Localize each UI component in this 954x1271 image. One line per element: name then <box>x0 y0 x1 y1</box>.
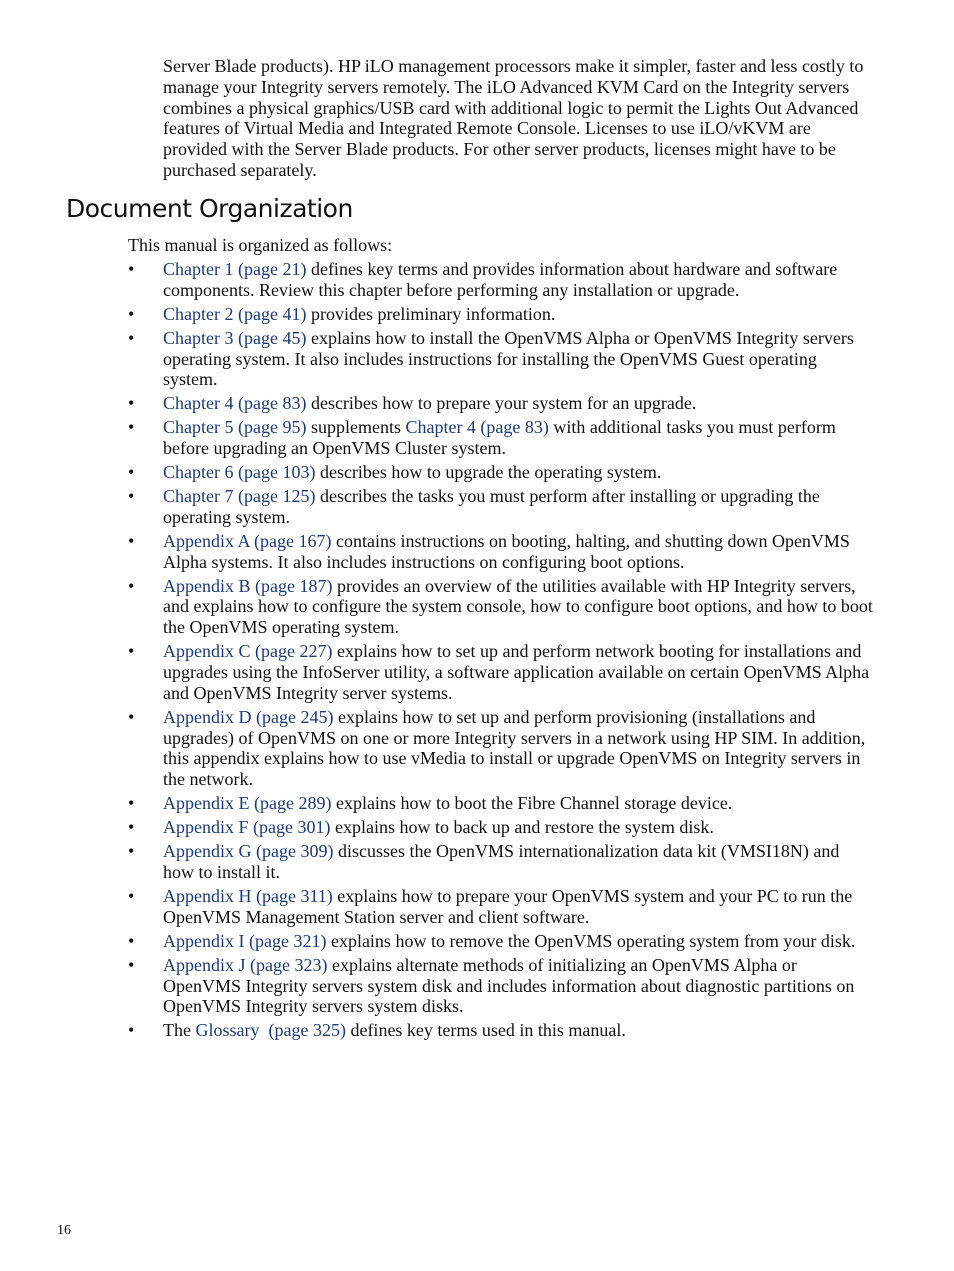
item-text: contains instructions on booting, halting, and shutting down OpenVMS Alpha systems. It also includes instructions on configuring boot options. <box>163 530 850 572</box>
cross-reference-link[interactable]: Chapter 7 (page 125) <box>163 486 316 507</box>
list-item <box>128 1020 873 1041</box>
cross-reference-link[interactable]: Appendix G (page 309) <box>163 841 334 862</box>
item-text: supplements <box>306 417 406 438</box>
cross-reference-link[interactable]: Appendix I (page 321) <box>163 930 327 951</box>
bullet-icon: • <box>128 1020 135 1041</box>
cross-reference-link[interactable]: Chapter 2 (page 41) <box>163 303 307 324</box>
cross-reference-link[interactable]: Glossary <box>195 1020 260 1041</box>
item-text: describes how to upgrade the operating system. <box>315 462 662 483</box>
cross-reference-link[interactable]: Appendix C (page 227) <box>163 641 333 662</box>
list-item <box>128 531 873 573</box>
item-text: explains how to back up and restore the system disk. <box>330 817 714 838</box>
list-item <box>128 259 873 301</box>
cross-reference-link[interactable]: Appendix F (page 301) <box>163 817 331 838</box>
item-text: explains how to remove the OpenVMS operating system from your disk. <box>326 930 856 951</box>
list-item <box>128 641 873 703</box>
list-item <box>128 462 873 483</box>
list-item <box>128 417 873 459</box>
item-text: defines key terms and provides information about hardware and software components. Review this chapter before performing any installation or upgrade. <box>163 259 838 300</box>
cross-reference-link[interactable]: Appendix B (page 187) <box>163 575 333 596</box>
item-text: explains how to boot the Fibre Channel storage device. <box>331 793 733 814</box>
cross-reference-link[interactable]: Chapter 5 (page 95) <box>163 417 307 438</box>
bullet-icon: • <box>128 841 135 862</box>
bullet-icon: • <box>128 793 135 814</box>
item-text: explains how to install the OpenVMS Alpha or OpenVMS Integrity servers operating system. It also includes instructions for installing the OpenVMS Guest operating system. <box>163 327 854 390</box>
cross-reference-link[interactable]: Chapter 4 (page 83) <box>405 417 549 438</box>
item-text: describes the tasks you must perform after installing or upgrading the operating system. <box>163 486 820 527</box>
item-text: provides preliminary information. <box>306 303 556 324</box>
section-heading: Document Organization <box>66 194 353 223</box>
cross-reference-link[interactable]: Appendix J (page 323) <box>163 954 328 975</box>
cross-reference-link[interactable]: Appendix A (page 167) <box>163 530 332 551</box>
item-text: explains how to set up and perform network booting for installations and upgrades using the InfoServer utility, a software application available on certain OpenVMS Alpha and OpenVMS Integrity server systems. <box>163 641 870 703</box>
cross-reference-link[interactable]: Appendix H (page 311) <box>163 885 333 906</box>
bullet-icon: • <box>128 327 135 348</box>
list-item <box>128 576 873 638</box>
bullet-icon: • <box>128 930 135 951</box>
cross-reference-link[interactable]: Chapter 6 (page 103) <box>163 462 316 483</box>
item-text: provides an overview of the utilities available with HP Integrity servers, and explains how to configure the system console, how to configure boot options, and how to boot the OpenVMS operating system. <box>163 575 873 638</box>
list-item <box>128 707 873 790</box>
list-item <box>128 841 873 883</box>
bullet-icon: • <box>128 530 135 551</box>
bullet-icon: • <box>128 641 135 662</box>
list-item <box>128 793 873 814</box>
list-item <box>128 393 873 414</box>
bullet-icon: • <box>128 417 135 438</box>
intro-paragraph: Server Blade products). HP iLO management processors make it simpler, faster and less costly to manage your Integrity servers remotely. The iLO Advanced KVM Card on the Integrity servers combines a physical graphics/USB card with additional logic to permit the Lights Out Advanced features of Virtual Media and Integrated Remote Console. Licenses to use iLO/vKVM are provided with the Server Blade products. For other server products, licenses might have to be purchased separately. <box>163 56 864 180</box>
item-text: describes how to prepare your system for an upgrade. <box>306 393 697 414</box>
cross-reference-link[interactable]: Appendix E (page 289) <box>163 793 332 814</box>
bullet-icon: • <box>128 885 135 906</box>
item-text: explains alternate methods of initializing an OpenVMS Alpha or OpenVMS Integrity servers system disk and includes information about diagnostic partitions on OpenVMS Integrity servers system disks. <box>163 954 855 1017</box>
list-item <box>128 328 873 390</box>
cross-reference-link[interactable]: Chapter 1 (page 21) <box>163 259 307 279</box>
item-text: explains how to set up and perform provisioning (installations and upgrades) of OpenVMS on one or more Integrity servers in a network using HP SIM. In addition, this appendix explains how to use vMedia to install or upgrade OpenVMS on Integrity servers in the network. <box>163 706 866 790</box>
list-item <box>128 486 873 528</box>
item-text: defines key terms used in this manual. <box>345 1020 626 1041</box>
bullet-icon: • <box>128 817 135 838</box>
list-item <box>128 931 873 952</box>
cross-reference-link[interactable]: (page 325) <box>268 1020 346 1041</box>
bullet-icon: • <box>128 462 135 483</box>
list-item <box>128 886 873 928</box>
bullet-icon: • <box>128 259 135 279</box>
page-number: 16 <box>57 1223 71 1238</box>
cross-reference-link[interactable]: Appendix D (page 245) <box>163 706 334 727</box>
lead-text: This manual is organized as follows: <box>128 235 393 255</box>
bullet-icon: • <box>128 954 135 975</box>
bullet-icon: • <box>128 303 135 324</box>
cross-reference-link[interactable]: Chapter 3 (page 45) <box>163 327 307 348</box>
list-item <box>128 955 873 1017</box>
item-text: discusses the OpenVMS internationalization data kit (VMSI18N) and how to install it. <box>163 841 840 882</box>
item-text: with additional tasks you must perform before upgrading an OpenVMS Cluster system. <box>163 417 836 459</box>
chapter-list <box>128 259 873 1044</box>
cross-reference-link[interactable]: Chapter 4 (page 83) <box>163 393 307 414</box>
list-item <box>128 304 873 325</box>
item-text: The <box>163 1020 196 1041</box>
bullet-icon: • <box>128 486 135 507</box>
bullet-icon: • <box>128 393 135 414</box>
item-text: explains how to prepare your OpenVMS system and your PC to run the OpenVMS Management Station server and client software. <box>163 885 853 927</box>
bullet-icon: • <box>128 706 135 727</box>
list-item <box>128 817 873 838</box>
bullet-icon: • <box>128 575 135 596</box>
